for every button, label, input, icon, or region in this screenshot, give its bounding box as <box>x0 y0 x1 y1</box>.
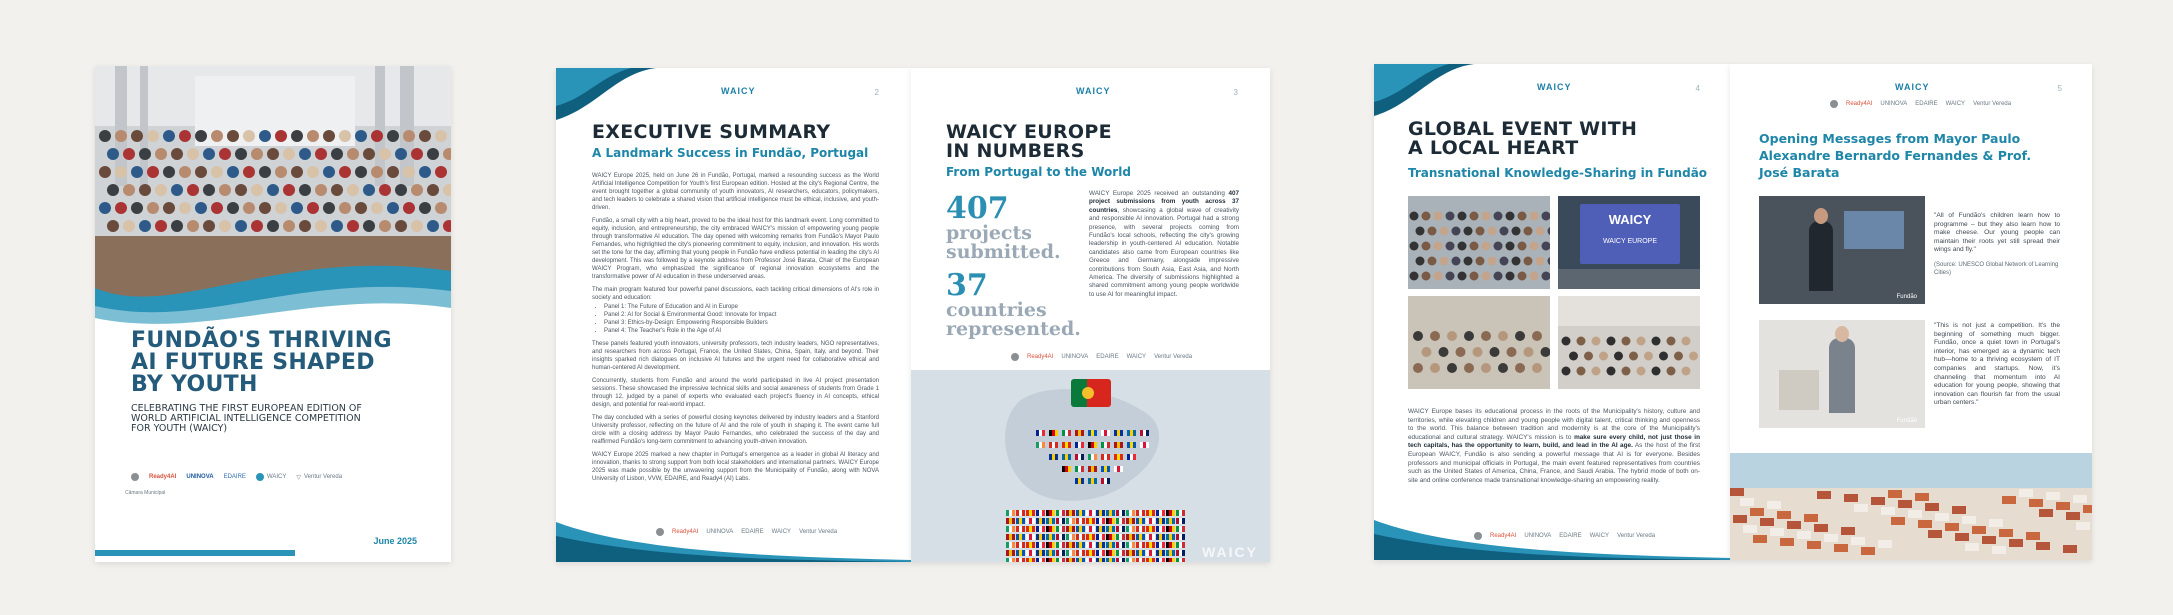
numbers-body: WAICY Europe 2025 received an outstanding 407 project submissions from youth across 37 countries, showcasing a global wave of creativity and responsible AI innovation. Portugal had a strong presence, with several projects coming from Fundão's local schools, reflecting the city's growing leadership in youth-centered AI education. Notable candidates also came from European countries like Greece and Germany, alongside impressive contributions from South Asia, East Asia, and North America. The diversity of submissions highlighted a shared commitment among young people worldwide to use AI for meaningful impact. <box>1089 190 1240 298</box>
country-flag <box>1116 542 1125 548</box>
page-subtitle: From Portugal to the World <box>946 165 1131 179</box>
ventur-logo: Ventur Vereda <box>1617 533 1656 539</box>
country-flag <box>1101 454 1110 460</box>
stat-countries <box>946 268 1081 340</box>
country-flag <box>1076 526 1085 532</box>
country-flag <box>1126 550 1135 556</box>
country-flag <box>1076 510 1085 516</box>
municipality-logo <box>1011 353 1019 361</box>
country-flag <box>1076 558 1085 562</box>
country-flag <box>1086 534 1095 540</box>
global-event-body: WAICY Europe bases its educational process in the roots of the Municipality's history, culture and territories, while elevating children and young people with digital talent, critical thinking and openness to the world. This balance between tradition and modernity is at the core of the Municipality's educational and cultural strategy. WAICY's mission is to make sure every child, not just those in tech capitals, has the opportunity to learn, build, and lead in the AI age. As the host of the first European WAICY, Fundão is also sending a powerful message that AI is for everyone. Besides professors and municipal officials in Portugal, the main event featured representatives from countries such as the United States of America, China, France, and Saudi Arabia. The hybrid mode of both on-site and online conference made transnational knowledge-sharing an empowering reality. <box>1408 408 1700 484</box>
country-flag <box>1156 542 1165 548</box>
country-flag <box>1166 510 1175 516</box>
country-flag <box>1036 510 1045 516</box>
country-flag <box>1076 534 1085 540</box>
waicy-logo: WAICY <box>771 529 792 535</box>
country-flag <box>1026 518 1035 524</box>
edaire-logo: EDAIRE <box>1559 533 1582 539</box>
country-flag <box>1075 454 1084 460</box>
country-flag <box>1101 430 1110 436</box>
country-flag <box>1036 550 1045 556</box>
country-flag <box>1096 542 1105 548</box>
stat-number: 37 <box>946 268 988 303</box>
ventur-logo: Ventur Vereda <box>1154 354 1193 360</box>
country-flag <box>1088 478 1097 484</box>
page-title <box>1408 120 1637 158</box>
top-corner-wave <box>1374 64 1484 119</box>
country-flag <box>1088 442 1097 448</box>
edaire-logo: EDAIRE <box>741 529 764 535</box>
country-flag <box>1116 526 1125 532</box>
stat-label: submitted. <box>946 241 1061 263</box>
cover-subtitle-line2: WORLD ARTIFICIAL INTELLIGENCE COMPETITION <box>131 413 361 424</box>
country-flag <box>1101 442 1110 448</box>
country-flag <box>1126 526 1135 532</box>
country-flag <box>1106 518 1115 524</box>
mayor-photo <box>1759 196 1925 304</box>
country-flag <box>1006 510 1015 516</box>
cover-date: June 2025 <box>373 536 417 546</box>
uninova-logo: UNINOVA <box>1061 354 1089 360</box>
paragraph: The day concluded with a series of powerful closing keynotes delivered by industry leaders and a Stanford University professor, reflecting on the future of AI and the role of youth in shaping it. The event came full circle with a closing address by Mayor Paulo Fernandes, who celebrated the success of the day and reaffirmed Fundão's long-term commitment to advancing youth-driven innovation. <box>592 415 879 445</box>
edaire-logo: EDAIRE <box>223 474 246 480</box>
country-flag <box>1166 550 1175 556</box>
country-flag <box>1066 510 1075 516</box>
country-flag <box>1026 534 1035 540</box>
country-flag <box>1116 518 1125 524</box>
country-flag <box>1140 442 1149 448</box>
country-flag <box>1176 550 1185 556</box>
title-line1: GLOBAL EVENT WITH <box>1408 118 1638 140</box>
country-flag <box>1101 466 1110 472</box>
paragraph: The main program featured four powerful panel discussions, each tackling critical dimensions of AI's role in society and education: <box>592 287 879 301</box>
cover-title-line3: BY YOUTH <box>131 372 258 397</box>
country-flag <box>1056 518 1065 524</box>
country-flag <box>1016 510 1025 516</box>
country-flag <box>1126 542 1135 548</box>
country-flag <box>1166 526 1175 532</box>
country-flag <box>1106 534 1115 540</box>
country-flag <box>1166 518 1175 524</box>
country-flag <box>1114 442 1123 448</box>
page-title <box>946 123 1112 161</box>
country-flag <box>1046 518 1055 524</box>
country-flag <box>1036 526 1045 532</box>
uninova-logo: UNINOVA <box>706 529 734 535</box>
page-number: 2 <box>874 88 879 97</box>
opening-messages-page <box>1730 64 2092 560</box>
country-flag <box>1114 466 1123 472</box>
country-flag <box>1106 558 1115 562</box>
country-flag <box>1006 542 1015 548</box>
country-flag <box>1006 526 1015 532</box>
portugal-flag <box>1071 379 1111 407</box>
country-flag <box>1066 550 1075 556</box>
country-flag <box>1036 534 1045 540</box>
country-flag <box>1096 534 1105 540</box>
cover-subtitle-line3: FOR YOUTH (WAICY) <box>131 423 228 434</box>
country-flag <box>1062 442 1071 448</box>
waicy-logo: WAICY <box>1126 354 1147 360</box>
cover-subtitle-line1: CELEBRATING THE FIRST EUROPEAN EDITION OF <box>131 403 362 414</box>
waicy-logo: WAICY <box>256 473 286 481</box>
country-flag <box>1016 550 1025 556</box>
country-flag <box>1016 526 1025 532</box>
country-flag <box>1136 510 1145 516</box>
event-photo-audience <box>1408 196 1550 289</box>
executive-summary-body <box>592 172 879 488</box>
country-flag <box>1106 510 1115 516</box>
country-flag <box>1146 550 1155 556</box>
country-flag <box>1016 534 1025 540</box>
executive-summary-page <box>556 68 911 562</box>
running-head: WAICY <box>1537 82 1572 92</box>
country-flag <box>1076 518 1085 524</box>
country-flag <box>1136 526 1145 532</box>
panel-watermark: WAICY <box>1202 544 1258 560</box>
photo-caption: Fundão <box>1896 294 1917 300</box>
country-flag <box>1076 542 1085 548</box>
country-flag <box>1116 558 1125 562</box>
quote-source: (Source: UNESCO Global Network of Learning Cities) <box>1934 261 2059 276</box>
country-flag <box>1046 542 1055 548</box>
country-flag <box>1166 534 1175 540</box>
ready4ai-logo: Ready4AI <box>1846 101 1873 107</box>
country-flag <box>1096 510 1105 516</box>
country-flag <box>1066 526 1075 532</box>
country-flag <box>1114 454 1123 460</box>
cover-logos <box>131 473 342 481</box>
ready4ai-logo: Ready4AI <box>149 474 177 480</box>
country-flag <box>1086 526 1095 532</box>
country-flag <box>1026 558 1035 562</box>
country-flag <box>1066 518 1075 524</box>
mayor-quote: "All of Fundão's children learn how to programme – but they also learn how to make cheese. Our young people can maintain their roots yet still spread their wings and fly." <box>1934 212 2060 254</box>
stat-number: 407 <box>946 191 1009 226</box>
country-flag <box>1088 466 1097 472</box>
footer-logos <box>656 528 837 536</box>
running-head: WAICY <box>721 86 756 96</box>
country-flag <box>1136 558 1145 562</box>
country-flag <box>1156 526 1165 532</box>
country-flag <box>1049 430 1058 436</box>
country-flag <box>1036 542 1045 548</box>
waicy-logo: WAICY <box>1589 533 1610 539</box>
country-flag <box>1156 558 1165 562</box>
edaire-logo: EDAIRE <box>1915 101 1938 107</box>
page-number: 4 <box>1695 84 1700 93</box>
ventur-logo: Ventur Vereda <box>1973 101 2012 107</box>
country-flag <box>1136 534 1145 540</box>
country-flag <box>1075 430 1084 436</box>
country-flag <box>1006 558 1015 562</box>
paragraph: Fundão, a small city with a big heart, proved to be the ideal host for this landmark event. Long committed to equity, inclusion, and entrepreneurship, the city embraced WAICY's mission of empowering young people through transformative AI education. The day opened with welcoming remarks from Fundão's Mayor Paulo Fernandes, who highlighted the city's pioneering commitment to equity, inclusion, and innovation. His words set the tone for the day, affirming that young people in Fundão have endless potential in leading the city's AI development. This was followed by a keynote address from Professor José Barata, Chair of the European WAICY Program, who emphasized the significance of regional innovation ecosystems and the transformative power of AI education in these underserved areas. <box>592 218 879 280</box>
country-flag <box>1146 510 1155 516</box>
country-flag <box>1086 550 1095 556</box>
in-numbers-page <box>911 68 1270 562</box>
country-flag <box>1056 534 1065 540</box>
country-flag <box>1106 542 1115 548</box>
title-line2: IN NUMBERS <box>946 140 1085 162</box>
country-flag <box>1066 534 1075 540</box>
country-flag <box>1127 442 1136 448</box>
municipality-logo <box>1830 100 1838 108</box>
country-flag <box>1088 454 1097 460</box>
paragraph: These panels featured youth innovators, university professors, tech industry leaders, NGO representatives, and researchers from across Portugal, France, the United States, China, Spain, Italy, and beyond. Their insights sparked rich dialogues on inclusive AI futures and the urgent need for collaborative ethical and human-centered AI development. <box>592 341 879 371</box>
country-flag <box>1076 550 1085 556</box>
list-item: • Panel 4: The Teacher's Role in the Age of AI <box>604 327 879 335</box>
country-flag <box>1066 542 1075 548</box>
list-item: • Panel 1: The Future of Education and AI in Europe <box>604 303 879 311</box>
highlight: make sure every child, not just those in tech capitals, has the opportunity to learn, build, and lead in the AI age. <box>1408 433 1700 450</box>
country-flag <box>1116 550 1125 556</box>
country-flag <box>1046 526 1055 532</box>
country-flag <box>1116 510 1125 516</box>
ventur-logo: Ventur Vereda <box>799 529 838 535</box>
list-item: • Panel 3: Ethics-by-Design: Empowering Responsible Builders <box>604 319 879 327</box>
cover-wave <box>95 66 451 366</box>
country-flag <box>1096 526 1105 532</box>
mayor-quote-block <box>1934 212 2060 277</box>
barata-quote-block <box>1934 322 2060 408</box>
country-flag <box>1086 558 1095 562</box>
country-flag <box>1086 518 1095 524</box>
country-flag <box>1176 526 1185 532</box>
country-flag <box>1086 542 1095 548</box>
country-flag <box>1136 542 1145 548</box>
country-flag <box>1056 510 1065 516</box>
paragraph: WAICY Europe 2025, held on June 26 in Fundão, Portugal, marked a resounding success as the World Artificial Intelligence Competition for Youth's first European edition. Hosted at the city's Regional Centre, the event brought together a global community of youth innovators, AI researchers, educators, policymakers, and tech leaders to celebrate a shared vision that artificial intelligence must be ethical, inclusive, and youth-driven. <box>592 173 879 211</box>
global-event-page <box>1374 64 1730 560</box>
country-flag <box>1146 558 1155 562</box>
country-flag <box>1088 430 1097 436</box>
country-flag <box>1026 526 1035 532</box>
page-subtitle: A Landmark Success in Fundão, Portugal <box>592 146 869 160</box>
country-flag <box>1106 526 1115 532</box>
country-flag <box>1156 550 1165 556</box>
country-flag <box>1036 518 1045 524</box>
top-corner-wave <box>556 68 666 123</box>
country-flag <box>1026 550 1035 556</box>
country-flag <box>1075 442 1084 448</box>
country-flag <box>1146 542 1155 548</box>
title-line1: WAICY EUROPE <box>946 121 1112 143</box>
country-flag <box>1114 430 1123 436</box>
country-flag <box>1096 518 1105 524</box>
list-item: • Panel 2: AI for Social & Environmental Good: Innovate for Impact <box>604 311 879 319</box>
country-flag <box>1086 510 1095 516</box>
town-photo <box>1730 453 2092 560</box>
event-photo-screen <box>1558 196 1700 289</box>
country-flag <box>1116 534 1125 540</box>
cover-bottom-bar <box>95 550 295 556</box>
country-flag <box>1127 454 1136 460</box>
country-flag <box>1075 466 1084 472</box>
bottom-wave <box>1374 500 1730 560</box>
country-flag <box>1026 542 1035 548</box>
country-flag <box>1062 430 1071 436</box>
country-flag <box>1146 534 1155 540</box>
page-subtitle: Transnational Knowledge-Sharing in Fundão <box>1408 166 1708 180</box>
stat-label: projects <box>946 222 1032 244</box>
edaire-logo: EDAIRE <box>1096 354 1119 360</box>
country-flag <box>1126 558 1135 562</box>
stat-label: countries <box>946 299 1047 321</box>
flags-map-panel <box>911 370 1270 562</box>
country-flag <box>1046 510 1055 516</box>
country-flag <box>1046 550 1055 556</box>
barata-quote: "This is not just a competition. It's the beginning of something much bigger. Fundão, once a quiet town in Portugal's interior, has emerged as a dynamic tech hub—home to a thriving ecosystem of IT companies and startups. Now, it's channeling that momentum into AI education for young people, showing that innovation can flourish far from the usual urban centers." <box>1934 322 2060 407</box>
municipality-logo <box>1474 532 1482 540</box>
page-number: 3 <box>1233 88 1238 97</box>
municipality-label: Câmara Municipal <box>125 490 166 496</box>
ready4ai-logo: Ready4AI <box>672 529 699 535</box>
country-flag <box>1140 430 1149 436</box>
municipality-logo <box>656 528 664 536</box>
running-head: WAICY <box>1895 82 1930 92</box>
country-flag <box>1106 550 1115 556</box>
country-flag <box>1056 542 1065 548</box>
country-flag <box>1046 534 1055 540</box>
country-flag <box>1056 550 1065 556</box>
country-flag <box>1062 466 1071 472</box>
country-flag <box>1036 430 1045 436</box>
footer-logos <box>1011 353 1192 361</box>
country-flag <box>1006 518 1015 524</box>
event-photo-hall <box>1558 296 1700 389</box>
country-flag <box>1136 518 1145 524</box>
event-photo-panel <box>1408 296 1550 389</box>
country-flag <box>1101 478 1110 484</box>
stat-projects <box>946 191 1061 263</box>
country-flag <box>1096 550 1105 556</box>
country-flag <box>1016 558 1025 562</box>
footer-logos <box>1474 532 1655 540</box>
country-flag <box>1026 510 1035 516</box>
paragraph: WAICY Europe 2025 marked a new chapter in Portugal's emergence as a leader in global AI literacy and innovation, thanks to strong support from both local stakeholders and international partners. WAICY Europe 2025 was made possible by the unwavering support from the Municipality of Fundão, along with NOVA University of Lisbon, VVW, EDAIRE, and Ready4 (AI) Labs. <box>592 452 879 482</box>
ready4ai-logo: Ready4AI <box>1490 533 1517 539</box>
waicy-logo: WAICY <box>1945 101 1966 107</box>
country-flag <box>1136 550 1145 556</box>
barata-photo <box>1759 320 1925 428</box>
cover-title-line1: FUNDÃO'S THRIVING <box>131 328 392 353</box>
country-flag <box>1075 478 1084 484</box>
country-flag <box>1056 558 1065 562</box>
country-flag <box>1146 526 1155 532</box>
country-flag <box>1146 518 1155 524</box>
running-head: WAICY <box>1076 86 1111 96</box>
country-flag <box>1127 430 1136 436</box>
screen-subtitle: WAICY EUROPE <box>1602 238 1658 245</box>
photo-caption: Fundão <box>1896 418 1917 424</box>
country-flag <box>1176 542 1185 548</box>
country-flag <box>1016 542 1025 548</box>
country-flag <box>1096 558 1105 562</box>
stat-label: represented. <box>946 318 1081 340</box>
country-flag <box>1126 534 1135 540</box>
country-flag <box>1062 454 1071 460</box>
header-logos <box>1830 100 2011 108</box>
country-flag <box>1176 518 1185 524</box>
country-flag <box>1166 558 1175 562</box>
country-flag <box>1056 526 1065 532</box>
country-flag <box>1006 550 1015 556</box>
country-flag <box>1166 542 1175 548</box>
country-flag <box>1156 510 1165 516</box>
panel-list <box>604 303 879 335</box>
country-flag <box>1006 534 1015 540</box>
ventur-logo: ▽ Ventur Vereda <box>296 474 343 481</box>
uninova-logo: UNINOVA <box>186 474 214 480</box>
country-flag <box>1036 442 1045 448</box>
ready4ai-logo: Ready4AI <box>1027 354 1054 360</box>
cover-title-line2: AI FUTURE SHAPED <box>131 350 375 375</box>
country-flag <box>1156 518 1165 524</box>
page-number: 5 <box>2057 84 2062 93</box>
page-title: Opening Messages from Mayor Paulo Alexandre Bernardo Fernandes & Prof. José Barata <box>1759 131 2032 180</box>
country-flag <box>1126 510 1135 516</box>
country-flag <box>1176 510 1185 516</box>
highlight: 407 project submissions from youth across 37 countries <box>1089 190 1240 214</box>
country-flag <box>1156 534 1165 540</box>
country-flag <box>1036 558 1045 562</box>
country-flag <box>1066 558 1075 562</box>
country-flag <box>1049 454 1058 460</box>
title-line2: A LOCAL HEART <box>1408 137 1579 159</box>
country-flag <box>1176 534 1185 540</box>
paragraph: Concurrently, students from Fundão and around the world participated in live AI project presentation sessions. These showcased the impressive technical skills and social awareness of students from Grade 1 through 12, judged by a panel of experts who evaluated each project's fluency in AI concepts, ethical design, and potential for real-world impact. <box>592 378 879 408</box>
cover-page <box>95 66 451 562</box>
uninova-logo: UNINOVA <box>1524 533 1552 539</box>
uninova-logo: UNINOVA <box>1880 101 1908 107</box>
country-flag <box>1016 518 1025 524</box>
screen-title: WAICY <box>1608 212 1652 227</box>
country-flag <box>1049 442 1058 448</box>
country-flag <box>1046 558 1055 562</box>
page-title: EXECUTIVE SUMMARY <box>592 121 831 143</box>
municipality-logo <box>131 473 139 481</box>
country-flag <box>1176 558 1185 562</box>
country-flag <box>1126 518 1135 524</box>
